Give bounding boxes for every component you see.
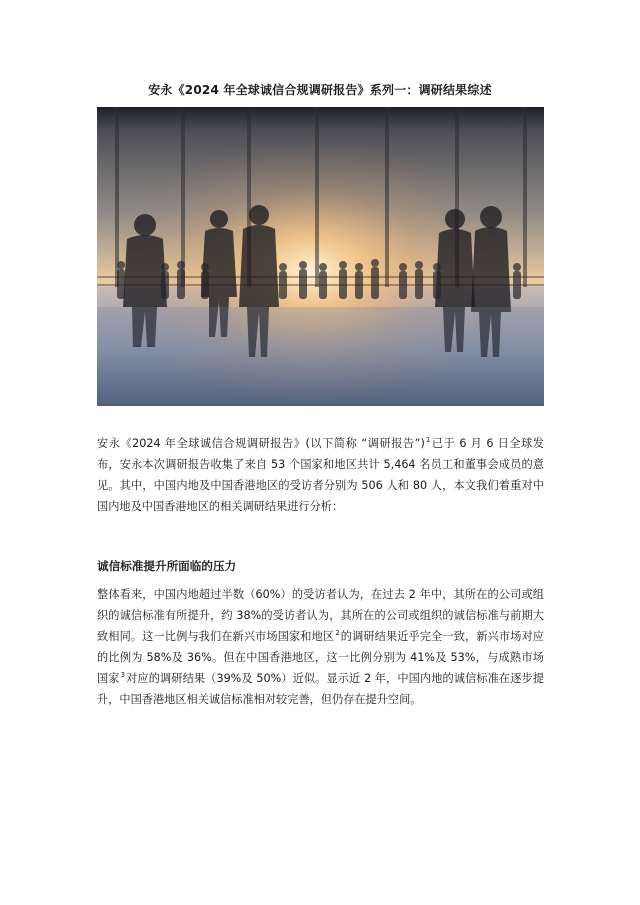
section-heading: 诚信标准提升所面临的压力 (97, 559, 237, 573)
footnote-ref-2: 2 (335, 629, 340, 637)
body-text-2: 的调研结果近乎完全一致，新兴市场对应的比例为 58%及 36%。但在中国香港地区，这一比例分别为 41%及 53%，与成熟市场国家 (97, 630, 544, 685)
office-silhouettes-photo (97, 107, 544, 406)
body-text-3: 对应的调研结果（39%及 50%）近似。显示近 2 年，中国内地的诚信标准在逐步提升，中国香港地区相关诚信标准相对较完善，但仍存在提升空间。 (97, 672, 544, 706)
footnote-ref-1: 1 (425, 436, 431, 444)
intro-text-2: 已于 6 月 6 日全球发布，安永本次调研报告收集了来自 53 个国家和地区共计 5,464 名员工和董事会成员的意见。其中，中国内地及中国香港地区的受访者分别为 506 人和 80 人，本文我们着重对中国内地及中国香港地区的相关调研结果进行分析： (97, 437, 544, 513)
body-paragraph (97, 584, 544, 710)
intro-text-1: 安永《2024 年全球诚信合规调研报告》(以下简称 “调研报告”) (97, 437, 425, 450)
intro-paragraph (97, 433, 544, 517)
body-text-1: 整体看来，中国内地超过半数（60%）的受访者认为，在过去 2 年中，其所在的公司或组织的诚信标准有所提升，约 38%的受访者认为，其所在的公司或组织的诚信标准与前期大致相同。这一比例与我们在新兴市场国家和地区 (97, 588, 544, 643)
footnote-ref-3: 3 (120, 671, 126, 679)
document-title: 安永《2024 年全球诚信合规调研报告》系列一：调研结果综述 (148, 83, 492, 97)
